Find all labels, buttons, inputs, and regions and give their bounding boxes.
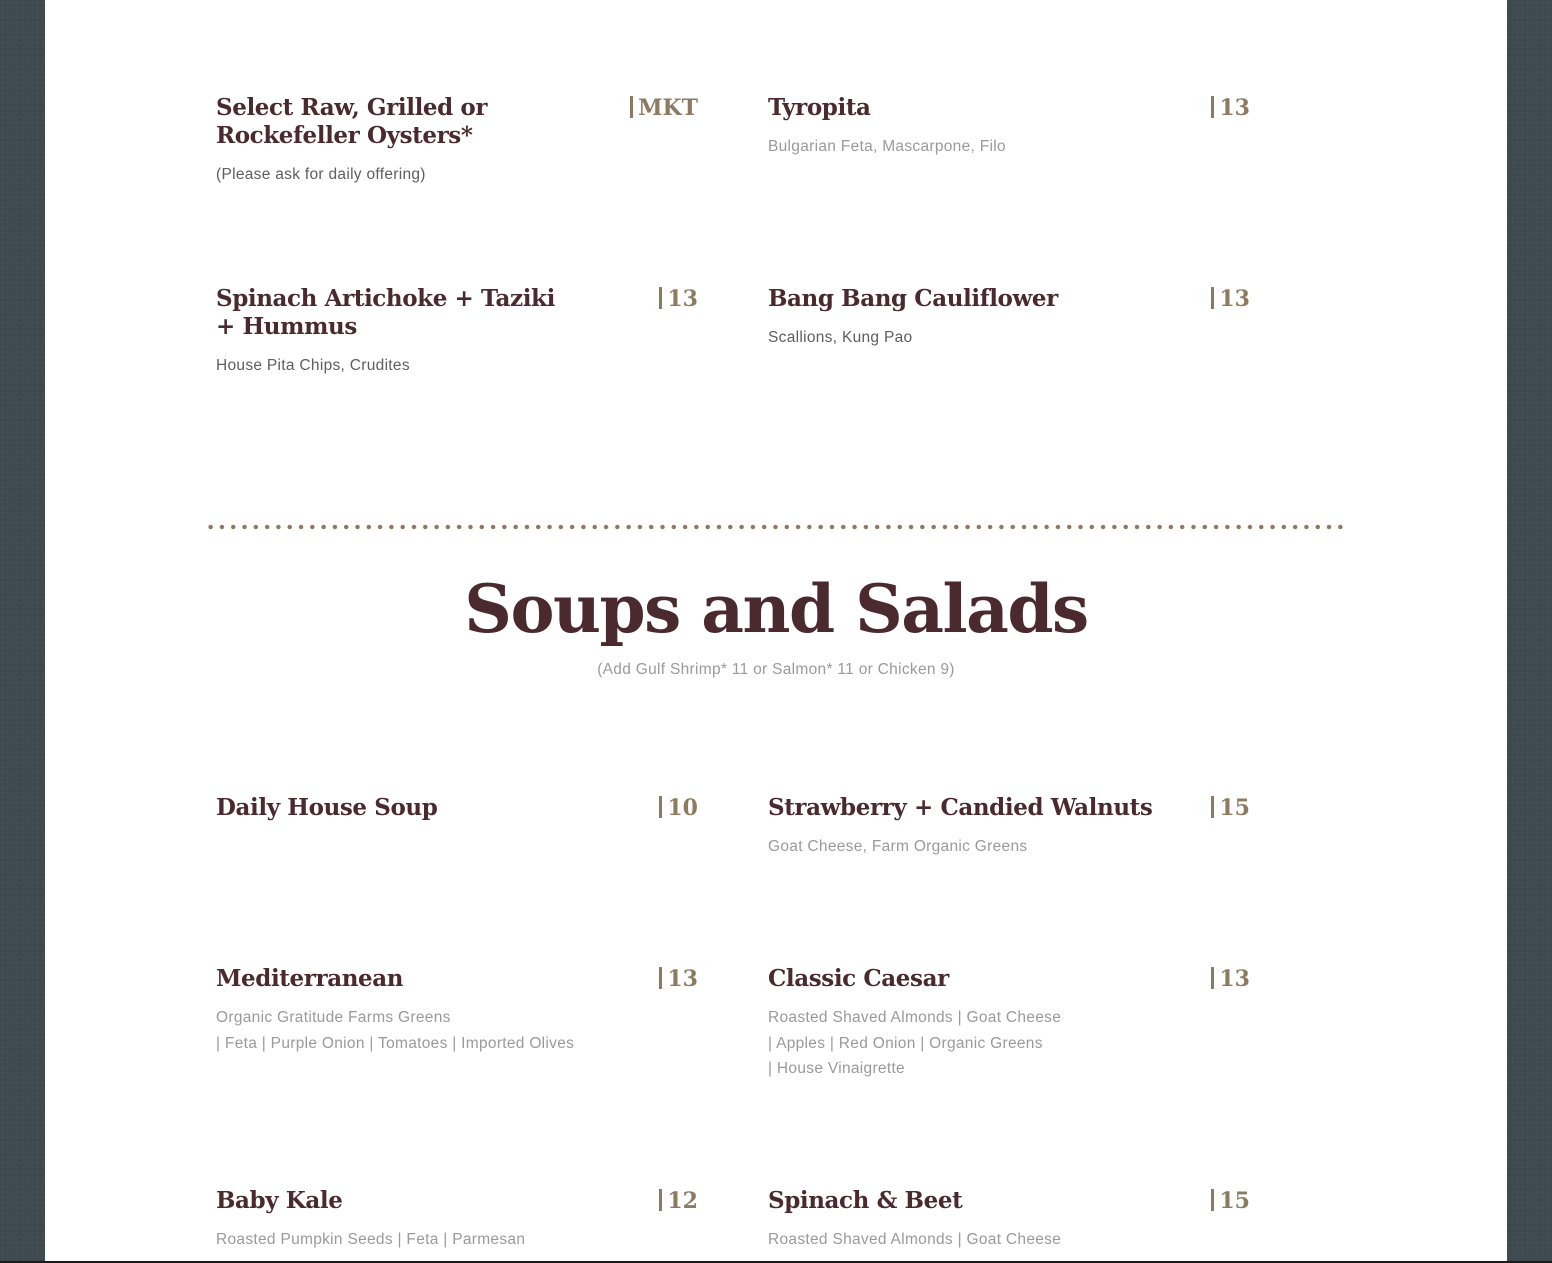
section-title: Soups and Salads bbox=[464, 570, 1088, 648]
price-divider bbox=[1211, 967, 1214, 989]
menu-item-spinach-beet bbox=[768, 1187, 1250, 1253]
menu-item-description: Scallions, Kung Pao bbox=[768, 329, 913, 346]
price-divider bbox=[659, 967, 662, 989]
price-divider bbox=[659, 287, 662, 309]
menu-item-description: (Please ask for daily offering) bbox=[216, 166, 426, 183]
menu-item-oysters bbox=[216, 94, 698, 188]
price-value: 13 bbox=[667, 966, 698, 992]
menu-item-price bbox=[1211, 965, 1250, 993]
price-divider bbox=[659, 1189, 662, 1211]
menu-item-name: Mediterranean bbox=[216, 965, 404, 992]
menu-item-name: Baby Kale bbox=[216, 1187, 343, 1214]
dotted-divider bbox=[205, 524, 1347, 530]
menu-item-mediterranean bbox=[216, 965, 698, 1056]
menu-item-price bbox=[659, 1187, 698, 1215]
menu-item-baby-kale bbox=[216, 1187, 698, 1253]
section-subtitle: (Add Gulf Shrimp* 11 or Salmon* 11 or Chicken 9) bbox=[597, 661, 955, 678]
menu-item-strawberry-walnuts bbox=[768, 794, 1250, 860]
price-divider bbox=[1211, 1189, 1214, 1211]
menu-page bbox=[45, 0, 1507, 1263]
menu-item-description: Bulgarian Feta, Mascarpone, Filo bbox=[768, 138, 1006, 155]
price-value: 10 bbox=[667, 795, 698, 821]
menu-item-price bbox=[630, 94, 698, 122]
menu-item-daily-house-soup bbox=[216, 794, 698, 822]
menu-item-name: Spinach Artichoke + Taziki + Hummus bbox=[216, 285, 555, 340]
price-divider bbox=[1211, 796, 1214, 818]
price-value: MKT bbox=[638, 95, 698, 121]
menu-item-price bbox=[659, 285, 698, 313]
price-divider bbox=[1211, 287, 1214, 309]
menu-item-name: Strawberry + Candied Walnuts bbox=[768, 794, 1153, 821]
menu-item-description: House Pita Chips, Crudites bbox=[216, 357, 410, 374]
menu-item-name: Spinach & Beet bbox=[768, 1187, 963, 1214]
menu-item-price bbox=[659, 965, 698, 993]
menu-item-name: Select Raw, Grilled or Rockefeller Oysters* bbox=[216, 94, 488, 149]
price-value: 13 bbox=[1219, 286, 1250, 312]
menu-item-name: Daily House Soup bbox=[216, 794, 438, 821]
price-value: 13 bbox=[1219, 95, 1250, 121]
menu-item-description: Organic Gratitude Farms Greens | Feta | Purple Onion | Tomatoes | Imported Olives bbox=[216, 1009, 575, 1052]
menu-item-price bbox=[1211, 794, 1250, 822]
price-divider bbox=[1211, 96, 1214, 118]
menu-item-price bbox=[659, 794, 698, 822]
menu-item-name: Classic Caesar bbox=[768, 965, 949, 992]
price-value: 15 bbox=[1219, 1188, 1250, 1214]
menu-item-classic-caesar bbox=[768, 965, 1250, 1082]
menu-item-description: Goat Cheese, Farm Organic Greens bbox=[768, 838, 1028, 855]
menu-item-description: Roasted Pumpkin Seeds | Feta | Parmesan bbox=[216, 1231, 526, 1248]
price-value: 13 bbox=[667, 286, 698, 312]
menu-item-name: Bang Bang Cauliflower bbox=[768, 285, 1058, 312]
menu-item-name: Tyropita bbox=[768, 94, 871, 121]
price-value: 15 bbox=[1219, 795, 1250, 821]
menu-item-price bbox=[1211, 94, 1250, 122]
price-value: 13 bbox=[1219, 966, 1250, 992]
menu-item-price bbox=[1211, 285, 1250, 313]
menu-item-bang-bang-cauliflower bbox=[768, 285, 1250, 351]
menu-item-price bbox=[1211, 1187, 1250, 1215]
price-value: 12 bbox=[667, 1188, 698, 1214]
price-divider bbox=[630, 96, 633, 118]
menu-item-tyropita bbox=[768, 94, 1250, 160]
menu-item-spinach-artichoke bbox=[216, 285, 698, 379]
price-divider bbox=[659, 796, 662, 818]
menu-item-description: Roasted Shaved Almonds | Goat Cheese | Apples | Red Onion | Organic Greens | House Vinaigrette bbox=[768, 1009, 1062, 1077]
menu-item-description: Roasted Shaved Almonds | Goat Cheese bbox=[768, 1231, 1062, 1248]
